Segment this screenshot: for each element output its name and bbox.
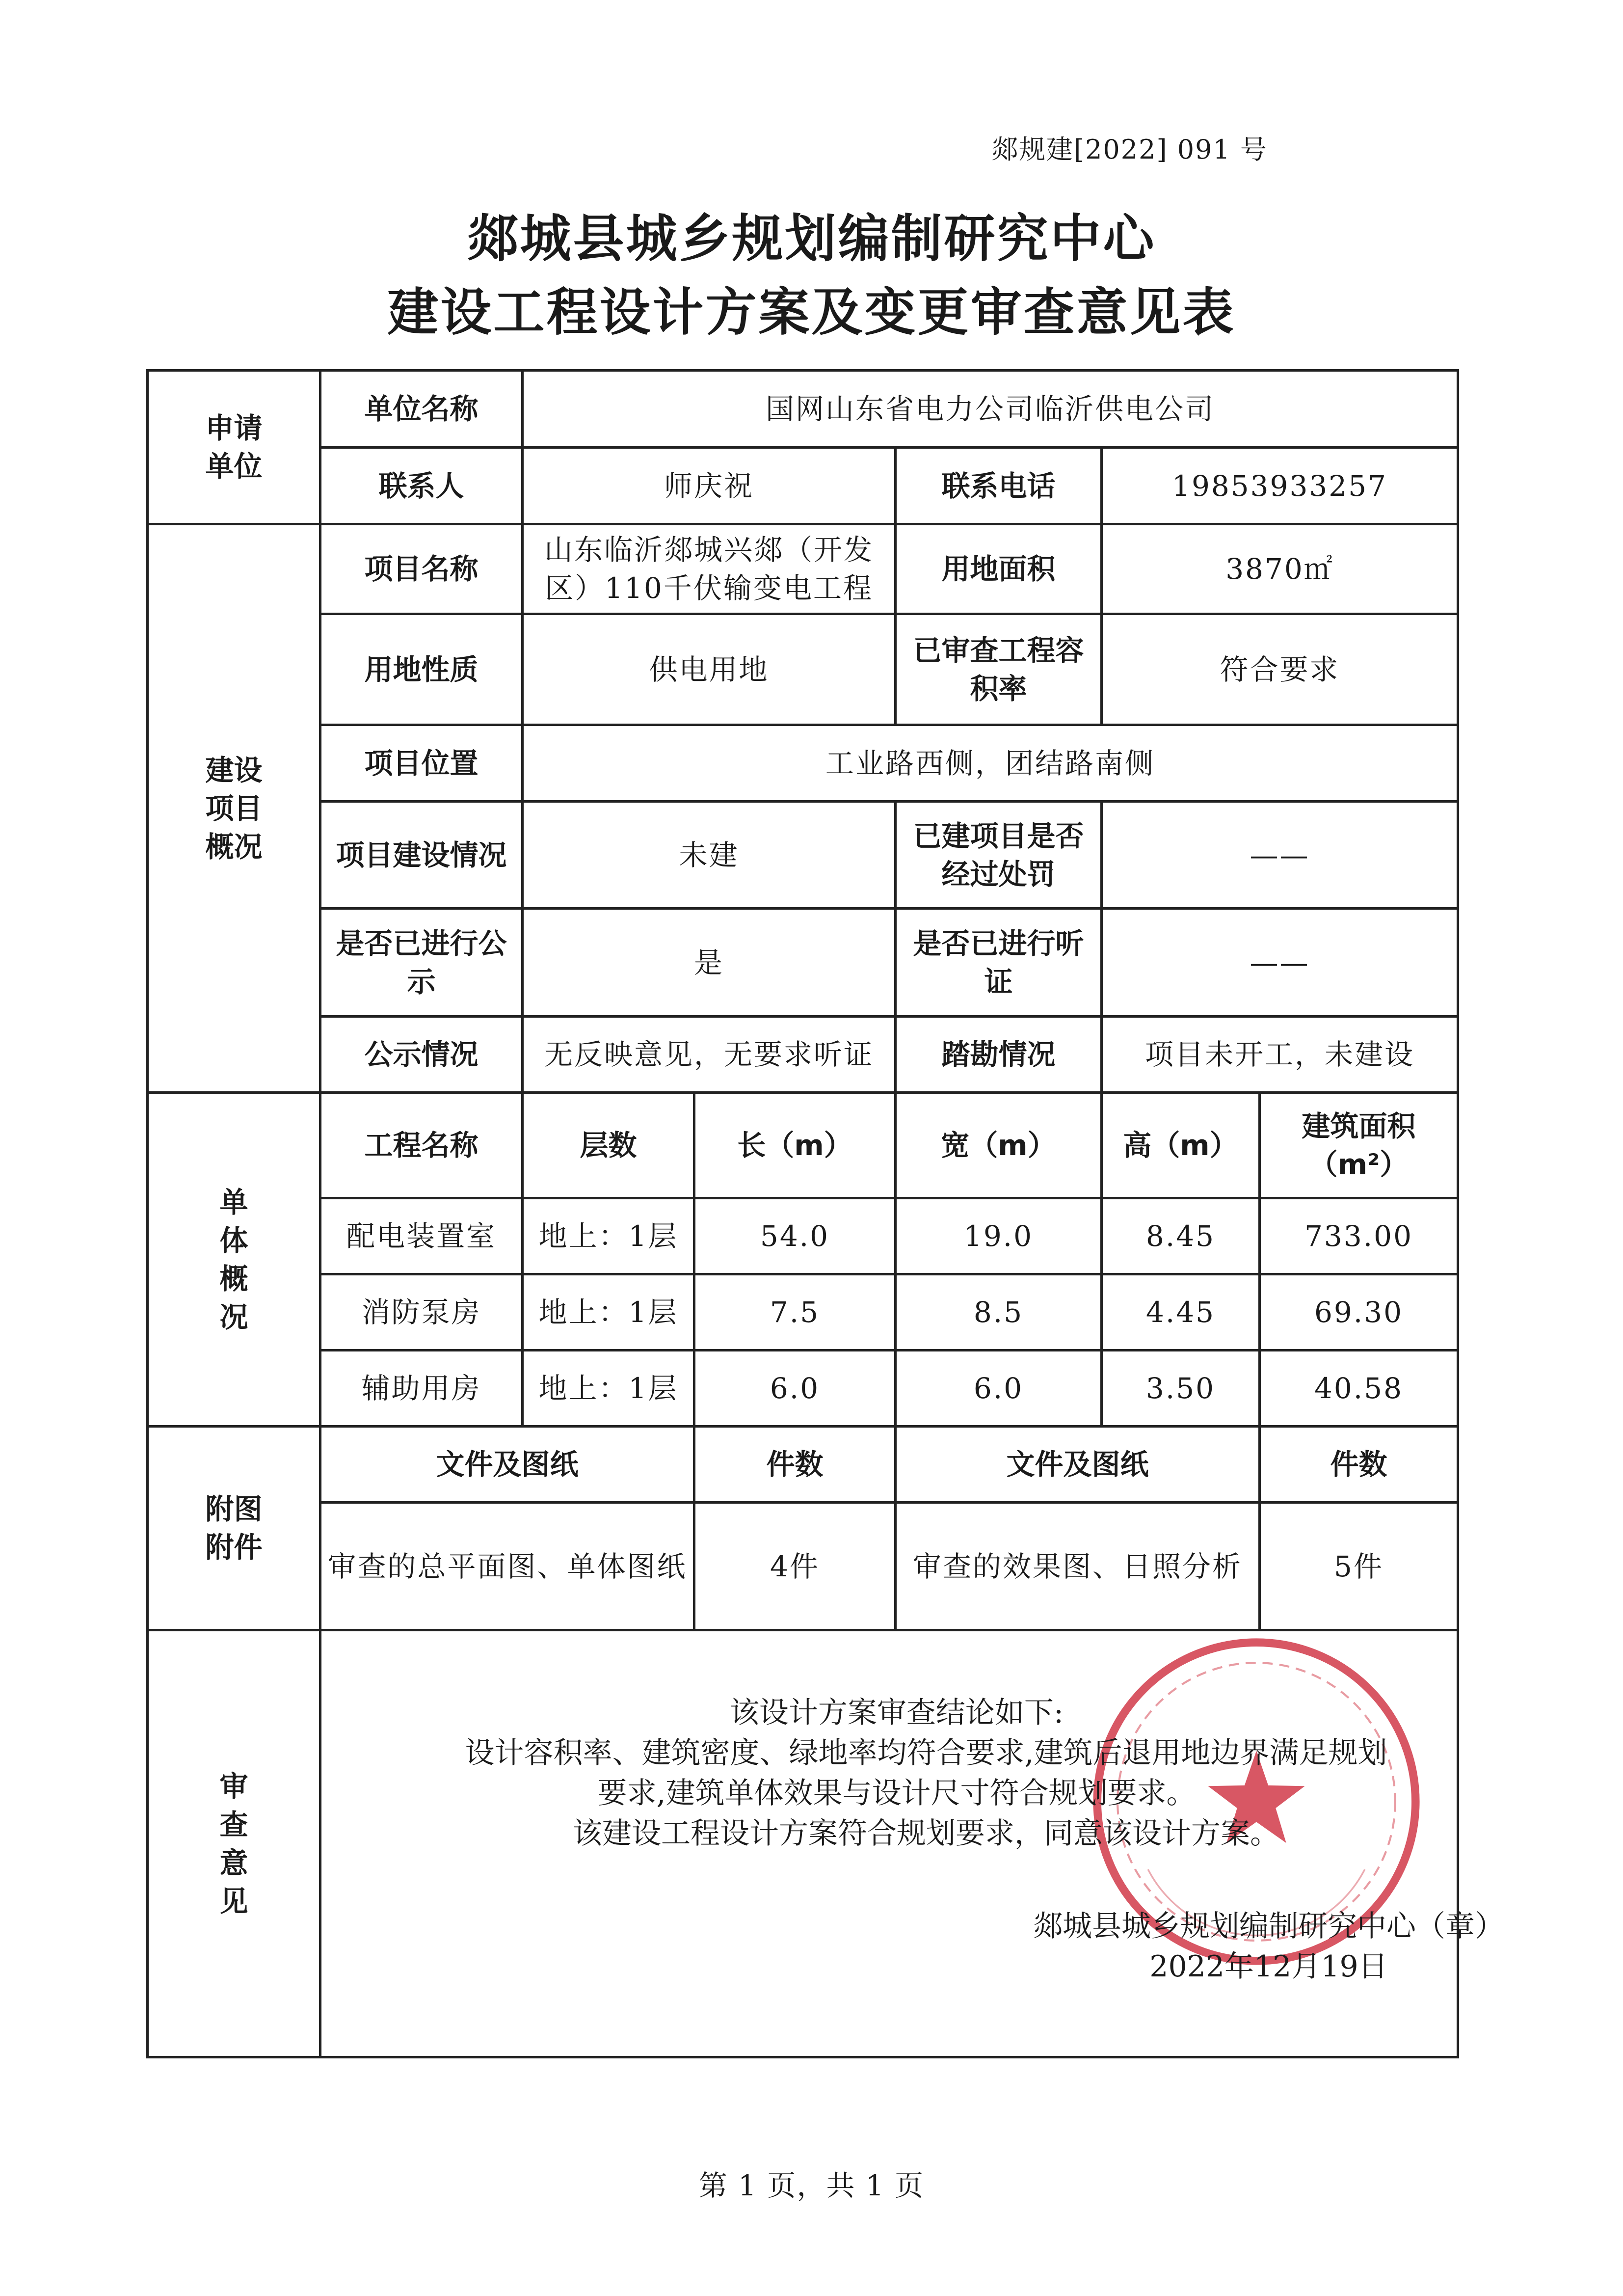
far-label: 已审查工程容积率	[896, 614, 1102, 725]
publicity-label: 公示情况	[320, 1017, 523, 1093]
project-name-label: 项目名称	[320, 524, 523, 614]
hearing-label: 是否已进行听证	[896, 909, 1102, 1017]
unit-name-value: 国网山东省电力公司临沂供电公司	[523, 371, 1458, 448]
publicized-value: 是	[523, 909, 896, 1017]
survey-value: 项目未开工，未建设	[1102, 1017, 1458, 1093]
row-land-use	[148, 614, 1458, 725]
building-row	[148, 1274, 1458, 1351]
section-review: 审 查 意 见	[148, 1630, 320, 2057]
document-number: 郯规建[2022] 091 号	[991, 134, 1268, 165]
building-area: 69.30	[1260, 1274, 1458, 1351]
review-date: 2022年12月19日	[1149, 1949, 1388, 1984]
title-form-name: 建设工程设计方案及变更审查意见表	[387, 282, 1236, 342]
building-floors: 地上：1层	[523, 1198, 694, 1274]
header-project-name: 工程名称	[320, 1093, 523, 1198]
title-organization: 郯城县城乡规划编制研究中心	[467, 209, 1156, 269]
build-status-value: 未建	[523, 802, 896, 909]
attachment-count-1: 4件	[694, 1503, 896, 1630]
header-height: 高（m）	[1102, 1093, 1260, 1198]
review-signature: 郯城县城乡规划编制研究中心（章）	[1033, 1909, 1504, 1944]
row-unit-name	[148, 371, 1458, 448]
review-opinion-cell	[320, 1630, 1504, 2057]
building-row	[148, 1198, 1458, 1274]
attachment-files-header: 文件及图纸	[320, 1427, 694, 1503]
penalty-label: 已建项目是否经过处罚	[896, 802, 1102, 909]
project-name-value: 山东临沂郯城兴郯（开发区）110千伏输变电工程	[523, 524, 896, 614]
building-width: 8.5	[896, 1274, 1102, 1351]
building-width: 6.0	[896, 1351, 1102, 1427]
review-line-3: 要求,建筑单体效果与设计尺寸符合规划要求。	[597, 1776, 1196, 1810]
attachment-item-2: 审查的效果图、日照分析	[896, 1503, 1260, 1630]
building-length: 7.5	[694, 1274, 896, 1351]
attachment-files-header-2: 文件及图纸	[896, 1427, 1260, 1503]
survey-label: 踏勘情况	[896, 1017, 1102, 1093]
row-location	[148, 725, 1458, 802]
building-length: 54.0	[694, 1198, 896, 1274]
building-row	[148, 1351, 1458, 1427]
building-height: 4.45	[1102, 1274, 1260, 1351]
building-name: 消防泵房	[320, 1274, 523, 1351]
hearing-value: ——	[1102, 909, 1458, 1017]
building-floors: 地上：1层	[523, 1351, 694, 1427]
location-label: 项目位置	[320, 725, 523, 802]
attachment-item-1: 审查的总平面图、单体图纸	[320, 1503, 694, 1630]
section-attachments: 附图 附件	[148, 1427, 320, 1630]
publicity-value: 无反映意见，无要求听证	[523, 1017, 896, 1093]
row-attachments	[148, 1503, 1458, 1630]
section-applicant: 申请 单位	[148, 371, 320, 524]
row-contact	[148, 448, 1458, 524]
attachment-count-header: 件数	[694, 1427, 896, 1503]
row-review	[148, 1630, 1458, 2057]
review-line-1: 该设计方案审查结论如下:	[729, 1696, 1064, 1730]
row-publicized	[148, 909, 1458, 1017]
header-width: 宽（m）	[896, 1093, 1102, 1198]
building-height: 8.45	[1102, 1198, 1260, 1274]
row-building-headers	[148, 1093, 1458, 1198]
land-use-value: 供电用地	[523, 614, 896, 725]
building-name: 配电装置室	[320, 1198, 523, 1274]
phone-label: 联系电话	[896, 448, 1102, 524]
section-project: 建设 项目 概况	[148, 524, 320, 1093]
publicized-label: 是否已进行公示	[320, 909, 523, 1017]
far-value: 符合要求	[1102, 614, 1458, 725]
header-floor-area: 建筑面积 （m²）	[1260, 1093, 1458, 1198]
phone-value: 19853933257	[1102, 448, 1458, 524]
row-publicity	[148, 1017, 1458, 1093]
unit-name-label: 单位名称	[320, 371, 523, 448]
build-status-label: 项目建设情况	[320, 802, 523, 909]
building-length: 6.0	[694, 1351, 896, 1427]
area-value: 3870㎡	[1102, 524, 1458, 614]
contact-value: 师庆祝	[523, 448, 896, 524]
contact-label: 联系人	[320, 448, 523, 524]
building-name: 辅助用房	[320, 1351, 523, 1427]
building-height: 3.50	[1102, 1351, 1260, 1427]
area-label: 用地面积	[896, 524, 1102, 614]
building-floors: 地上：1层	[523, 1274, 694, 1351]
penalty-value: ——	[1102, 802, 1458, 909]
review-line-2: 设计容积率、建筑密度、绿地率均符合要求,建筑后退用地边界满足规划	[465, 1736, 1387, 1770]
review-form-table	[146, 369, 1504, 2058]
row-attachment-headers	[148, 1427, 1458, 1503]
location-value: 工业路西侧，团结路南侧	[523, 725, 1458, 802]
building-area: 40.58	[1260, 1351, 1458, 1427]
header-floors: 层数	[523, 1093, 694, 1198]
building-width: 19.0	[896, 1198, 1102, 1274]
attachment-count-header-2: 件数	[1260, 1427, 1458, 1503]
row-project-name	[148, 524, 1458, 614]
land-use-label: 用地性质	[320, 614, 523, 725]
page-footer: 第 1 页，共 1 页	[698, 2169, 925, 2202]
section-buildings: 单 体 概 况	[148, 1093, 320, 1427]
building-area: 733.00	[1260, 1198, 1458, 1274]
attachment-count-2: 5件	[1260, 1503, 1458, 1630]
review-line-4: 该建设工程设计方案符合规划要求，同意该设计方案。	[573, 1816, 1279, 1851]
row-build-status	[148, 802, 1458, 909]
header-length: 长（m）	[694, 1093, 896, 1198]
